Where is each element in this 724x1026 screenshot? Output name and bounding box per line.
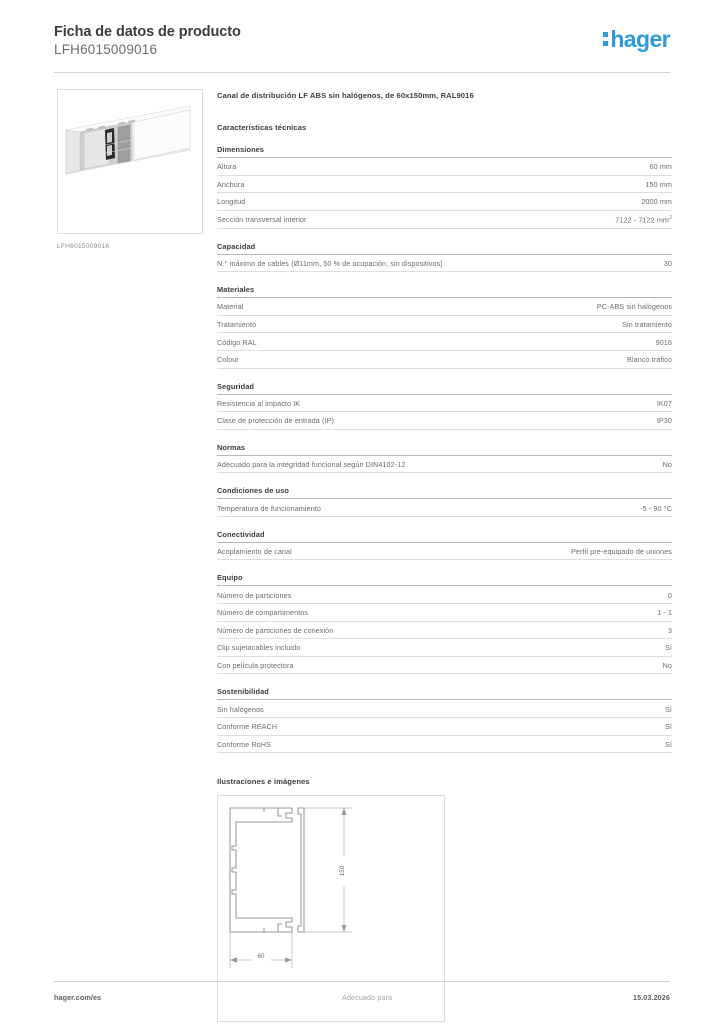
spec-label: Material (217, 302, 244, 312)
spec-value: PC-ABS sin halógenos (596, 302, 672, 312)
spec-label: Anchura (217, 179, 245, 189)
spec-group (217, 242, 672, 273)
spec-row (217, 622, 672, 640)
spec-row (217, 639, 672, 657)
spec-value: 3 (667, 625, 672, 635)
spec-label: Código RAL (217, 337, 257, 347)
spec-value: 1 - 1 (657, 608, 672, 618)
hager-logo (603, 28, 670, 54)
spec-value: No (662, 459, 672, 469)
spec-label: Acoplamiento de canal (217, 547, 292, 557)
spec-value: Perfil pre-equipado de uniones (571, 547, 672, 557)
spec-value-superscript: 2 (669, 214, 672, 221)
spec-label: Sin halógenos (217, 704, 264, 714)
technical-characteristics-title: Características técnicas (217, 123, 307, 132)
spec-value: IP30 (656, 416, 672, 426)
spec-label: Colour (217, 355, 239, 365)
technical-drawing-frame (217, 795, 445, 1022)
spec-value: 30 (663, 258, 672, 268)
spec-value: 150 mm (645, 179, 672, 189)
spec-row (217, 586, 672, 604)
spec-value: Sí (665, 739, 672, 749)
spec-row (217, 657, 672, 675)
spec-groups (217, 145, 672, 753)
spec-row (217, 298, 672, 316)
spec-row (217, 456, 672, 474)
spec-group (217, 285, 672, 368)
spec-row (217, 543, 672, 561)
spec-group-title: Materiales (217, 285, 672, 298)
spec-row (217, 351, 672, 369)
specification-column (217, 90, 672, 1022)
page-header (54, 24, 670, 72)
drawing-width-label: 60 (257, 953, 265, 961)
spec-group-title: Conectividad (217, 530, 672, 543)
spec-row (217, 499, 672, 517)
drawing-height-label: 150 (339, 865, 346, 877)
logo-colon-icon (603, 28, 608, 46)
spec-label: N.° máximo de cables (Ø11mm, 50 % de ocupación, sin dispositivos) (217, 258, 443, 268)
spec-label: Altura (217, 162, 237, 172)
product-image-caption: LFH6015009016 (57, 243, 110, 250)
page-footer (54, 993, 670, 1002)
logo-text: hager (610, 26, 670, 52)
spec-group-title: Normas (217, 443, 672, 456)
spec-group (217, 687, 672, 753)
spec-row (217, 255, 672, 273)
product-reference: LFH6015009016 (54, 42, 158, 57)
spec-label: Resistencia al impacto IK (217, 398, 301, 408)
spec-label: Longitud (217, 197, 246, 207)
spec-value: Sí (665, 704, 672, 714)
spec-label: Tratamiento (217, 320, 257, 330)
spec-row (217, 604, 672, 622)
spec-row (217, 158, 672, 176)
spec-group-title: Sostenibilidad (217, 687, 672, 700)
spec-row (217, 211, 672, 229)
technical-drawing-cross-section (218, 796, 444, 1021)
spec-group-title: Dimensiones (217, 145, 672, 158)
product-description: Canal de distribución LF ABS sin halógenos, de 60x150mm, RAL9016 (217, 91, 474, 100)
spec-label: Temperatura de funcionamiento (217, 503, 321, 513)
product-photo-cable-trunking (58, 90, 202, 233)
footer-center-note: Adecuado para (342, 993, 393, 1002)
spec-value: No (662, 660, 672, 670)
spec-group (217, 530, 672, 561)
spec-group-title: Equipo (217, 573, 672, 586)
spec-label: Clip sujetacables incluido (217, 643, 301, 653)
spec-row (217, 700, 672, 718)
spec-value: 60 mm (649, 162, 672, 172)
footer-divider (54, 981, 670, 982)
spec-label: Clase de protección de entrada (IP) (217, 416, 334, 426)
spec-value: Sí (665, 722, 672, 732)
spec-group (217, 573, 672, 674)
spec-label: Número de particiones (217, 590, 292, 600)
spec-value: -5 - 90 °C (640, 503, 672, 513)
illustrations-title: Ilustraciones e imágenes (217, 777, 310, 787)
product-photo-frame (57, 89, 203, 234)
spec-group-title: Capacidad (217, 242, 672, 255)
page-title: Ficha de datos de producto (54, 24, 241, 40)
spec-label: Número de particiones de conexión (217, 625, 334, 635)
spec-group (217, 443, 672, 474)
footer-website-link[interactable]: hager.com/es (54, 993, 102, 1002)
spec-label: Conforme REACH (217, 722, 278, 732)
spec-row (217, 412, 672, 430)
spec-group (217, 486, 672, 517)
spec-label: Conforme RoHS (217, 739, 272, 749)
spec-row (217, 176, 672, 194)
spec-value: Sin tratamiento (622, 320, 672, 330)
spec-value: Sí (665, 643, 672, 653)
spec-value: 0 (667, 590, 672, 600)
footer-date: 15.03.2026 (633, 993, 670, 1002)
spec-row (217, 718, 672, 736)
header-divider (54, 72, 670, 73)
spec-row (217, 193, 672, 211)
spec-value: 2000 mm (641, 197, 672, 207)
spec-value (615, 215, 672, 224)
spec-value: Blanco tráfico (627, 355, 672, 365)
spec-group (217, 145, 672, 229)
spec-label: Con película protectora (217, 660, 294, 670)
spec-row (217, 736, 672, 754)
product-image-column (57, 89, 203, 250)
spec-row (217, 333, 672, 351)
spec-row (217, 316, 672, 334)
spec-value: 9016 (655, 337, 672, 347)
spec-group (217, 382, 672, 430)
spec-label: Número de compartimentos (217, 608, 309, 618)
spec-row (217, 395, 672, 413)
spec-group-title: Condiciones de uso (217, 486, 672, 499)
spec-label: Adecuado para la integridad funcional según DIN4102-12 (217, 459, 406, 469)
spec-label: Sección transversal interior (217, 215, 307, 225)
spec-value-text: 7122 - 7122 mm (615, 215, 669, 225)
spec-group-title: Seguridad (217, 382, 672, 395)
spec-value: IK07 (656, 398, 672, 408)
